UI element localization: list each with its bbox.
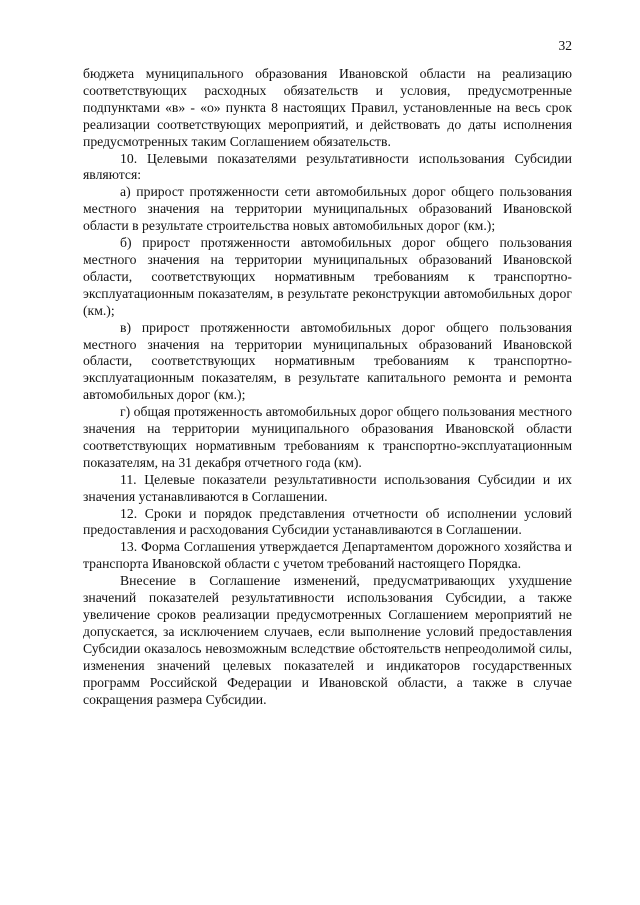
paragraph-item-12: 12. Сроки и порядок представления отчетности об исполнении условий предоставления и расходования Субсидии устанавливаются в Соглашении. bbox=[83, 505, 572, 538]
paragraph-item-11: 11. Целевые показатели результативности использования Субсидии и их значения устанавливаются в Соглашении. bbox=[83, 471, 572, 504]
paragraph-subitem-g: г) общая протяженность автомобильных дорог общего пользования местного значения на территории муниципального образования Ивановской области соответствующих нормативным требованиям к транспортно-эксплуатационным показателям, на 31 декабря отчетного года (км). bbox=[83, 404, 572, 470]
paragraph-subitem-a: а) прирост протяженности сети автомобильных дорог общего пользования местного значения на территории муниципальных образований Ивановской области в результате строительства новых автомобильных дорог (км.); bbox=[83, 184, 572, 234]
paragraph-amendments: Внесение в Соглашение изменений, предусматривающих ухудшение значений показателей результативности использования Субсидии, а также увеличение сроков реализации предусмотренных Соглашением мероприятий не допускается, за исключением случаев, если выполнение условий предоставления Субсидии оказалось невозможным вследствие обстоятельств непреодолимой силы, изменения значений целевых показателей и индикаторов государственных программ Российской Федерации и Ивановской области, а также в случае сокращения размера Субсидии. bbox=[83, 573, 572, 707]
document-body bbox=[83, 66, 572, 708]
paragraph-subitem-b: б) прирост протяженности автомобильных дорог общего пользования местного значения на территории муниципальных образований Ивановской области, соответствующих нормативным требованиям к транспортно-эксплуатационным показателям, в результате реконструкции автомобильных дорог (км.); bbox=[83, 235, 572, 318]
paragraph-item-10: 10. Целевыми показателями результативности использования Субсидии являются: bbox=[83, 150, 572, 183]
page-number: 32 bbox=[558, 38, 572, 53]
paragraph-item-13: 13. Форма Соглашения утверждается Департаментом дорожного хозяйства и транспорта Ивановской области с учетом требований настоящего Порядка. bbox=[83, 539, 572, 572]
paragraph-subitem-v: в) прирост протяженности автомобильных дорог общего пользования местного значения на территории муниципальных образований Ивановской области, соответствующих нормативным требованиям к транспортно-эксплуатационным показателям, в результате капитального ремонта и ремонта автомобильных дорог (км.); bbox=[83, 319, 572, 403]
paragraph-continuation: бюджета муниципального образования Ивановской области на реализацию соответствующих расходных обязательств и условия, предусмотренные подпунктами «в» - «о» пункта 8 настоящих Правил, установленные на весь срок реализации соответствующих мероприятий, и действовать до даты исполнения предусмотренных таким Соглашением обязательств. bbox=[83, 66, 572, 149]
